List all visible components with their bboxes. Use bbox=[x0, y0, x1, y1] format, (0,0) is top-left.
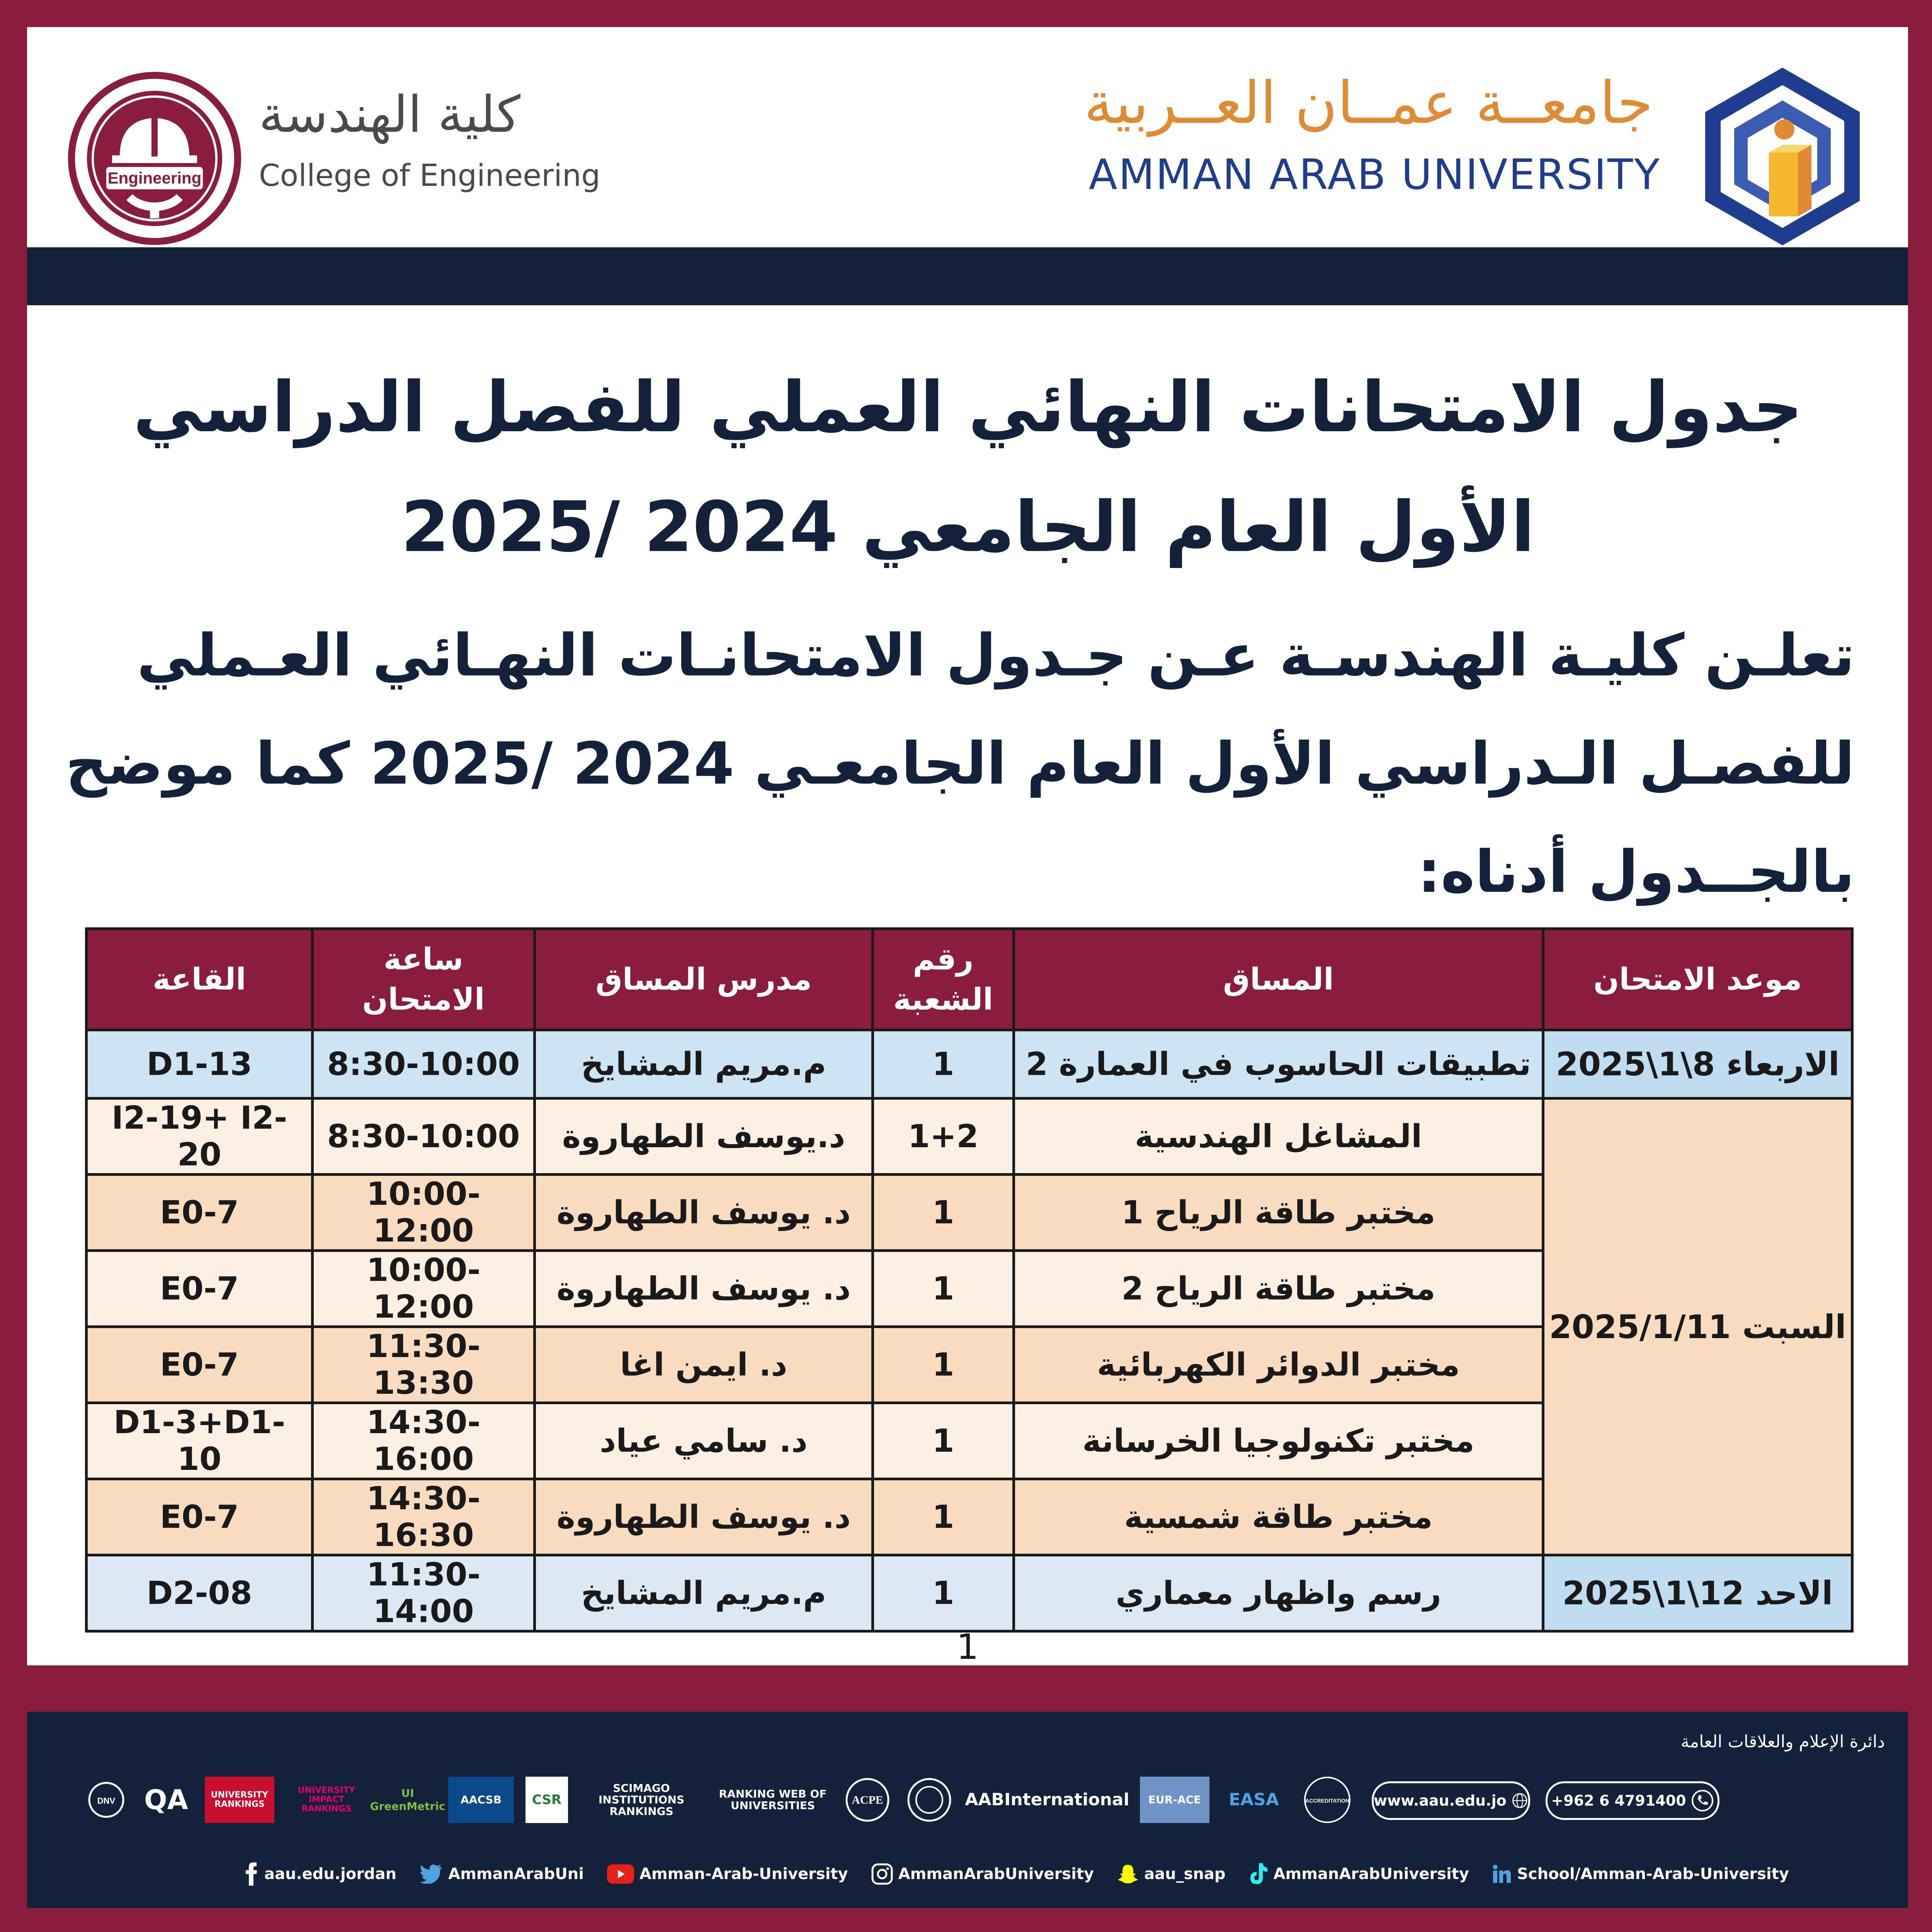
instructor-cell: م.مريم المشايخ bbox=[535, 1555, 873, 1631]
the-impact-rankings-badge: UNIVERSITY IMPACT RANKINGS bbox=[298, 1786, 355, 1814]
twitter-link[interactable] bbox=[420, 1864, 584, 1884]
section-cell: 1 bbox=[873, 1175, 1014, 1251]
acpe-badge bbox=[842, 1777, 893, 1823]
instructor-cell: د. ايمن اغا bbox=[535, 1327, 873, 1403]
tiktok-icon bbox=[1249, 1863, 1268, 1885]
course-cell: مختبر طاقة الرياح 2 bbox=[1014, 1251, 1543, 1327]
qa-badge: QA bbox=[144, 1784, 188, 1816]
page-title-line-1: جدول الامتحانات النهائي العملي للفصل الدراسي bbox=[133, 367, 1803, 448]
header-instructor: مدرس المساق bbox=[535, 929, 873, 1030]
website-link[interactable] bbox=[1372, 1781, 1530, 1820]
time-cell: 8:30-10:00 bbox=[313, 1099, 535, 1175]
university-name-arabic: جامعــة عمــان العــربية bbox=[1084, 70, 1653, 137]
section-cell: 1 bbox=[873, 1479, 1014, 1555]
time-cell: 11:30-14:00 bbox=[313, 1555, 535, 1631]
webometrics-badge: RANKING WEB OF UNIVERSITIES bbox=[719, 1787, 827, 1812]
svg-text:ACCREDITATION: ACCREDITATION bbox=[1305, 1798, 1349, 1804]
course-cell: مختبر تكنولوجيا الخرسانة bbox=[1014, 1403, 1543, 1479]
room-cell: D1-13 bbox=[87, 1030, 313, 1099]
phone-icon bbox=[1691, 1789, 1714, 1812]
instructor-cell: د.يوسف الطهاروة bbox=[535, 1099, 873, 1175]
linkedin-link[interactable] bbox=[1492, 1864, 1789, 1884]
facebook-link[interactable] bbox=[243, 1862, 396, 1886]
intro-line-2: للفصـل الـدراسي الأول العام الجامعـي 2024 /2025 كما موضح bbox=[65, 730, 1855, 798]
page-title-line-2: الأول العام الجامعي 2024 /2025 bbox=[401, 487, 1535, 568]
instructor-cell: م.مريم المشايخ bbox=[535, 1030, 873, 1099]
social-links bbox=[243, 1855, 1789, 1893]
course-cell: المشاغل الهندسية bbox=[1014, 1099, 1543, 1175]
qs-rankings-badge: UNIVERSITY RANKINGS bbox=[205, 1777, 274, 1823]
dnv-badge bbox=[85, 1777, 128, 1823]
twitter-icon bbox=[420, 1864, 443, 1884]
exam-date-cell: الاحد 12\1\2025 bbox=[1543, 1555, 1852, 1631]
intro-line-3: بالجــدول أدناه: bbox=[1417, 838, 1855, 906]
time-cell: 10:00-12:00 bbox=[313, 1251, 535, 1327]
instagram-icon bbox=[871, 1863, 893, 1885]
table-header-row bbox=[87, 929, 1852, 1030]
poster-card bbox=[27, 27, 1908, 1665]
seal-icon bbox=[906, 1777, 952, 1823]
footer bbox=[27, 1712, 1908, 1908]
instructor-cell: د. يوسف الطهاروة bbox=[535, 1251, 873, 1327]
tiktok-link[interactable] bbox=[1249, 1863, 1469, 1885]
snapchat-icon bbox=[1117, 1863, 1139, 1885]
time-cell: 14:30-16:00 bbox=[313, 1403, 535, 1479]
department-label: دائرة الإعلام والعلاقات العامة bbox=[1680, 1732, 1885, 1752]
instagram-link[interactable] bbox=[871, 1863, 1094, 1885]
header-exam-date: موعد الامتحان bbox=[1543, 929, 1852, 1030]
time-cell: 14:30-16:30 bbox=[313, 1479, 535, 1555]
svg-text:DNV: DNV bbox=[97, 1796, 116, 1806]
page-number: 1 bbox=[956, 1627, 979, 1665]
section-cell: 1 bbox=[873, 1403, 1014, 1479]
header-exam-time: ساعة الامتحان bbox=[313, 929, 535, 1030]
university-name-english: AMMAN ARAB UNIVERSITY bbox=[1088, 151, 1661, 199]
snapchat-handle: aau_snap bbox=[1144, 1865, 1226, 1883]
section-cell: 1 bbox=[873, 1030, 1014, 1099]
section-cell: 1 bbox=[873, 1251, 1014, 1327]
facebook-icon bbox=[243, 1862, 259, 1886]
exam-date-cell: السبت 2025/1/11 bbox=[1543, 1099, 1852, 1555]
time-cell: 11:30-13:30 bbox=[313, 1327, 535, 1403]
section-cell: 1 bbox=[873, 1327, 1014, 1403]
header bbox=[27, 27, 1908, 247]
phone-link[interactable] bbox=[1546, 1781, 1719, 1820]
section-cell: 1+2 bbox=[873, 1099, 1014, 1175]
university-logo bbox=[1701, 64, 1864, 245]
tiktok-handle: AmmanArabUniversity bbox=[1273, 1865, 1469, 1883]
ui-greenmetric-badge: UI GreenMetric bbox=[370, 1787, 446, 1813]
room-cell: E0-7 bbox=[87, 1251, 313, 1327]
linkedin-icon bbox=[1492, 1864, 1512, 1884]
instructor-cell: د. سامي عياد bbox=[535, 1403, 873, 1479]
csr-badge: CSR bbox=[526, 1777, 568, 1823]
course-cell: مختبر الدوائر الكهربائية bbox=[1014, 1327, 1543, 1403]
course-cell: رسم واظهار معماري bbox=[1014, 1555, 1543, 1631]
intro-line-1: تعلـن كليـة الهندسـة عـن جـدول الامتحانـات النهـائي العـملي bbox=[137, 622, 1855, 689]
section-cell: 1 bbox=[873, 1555, 1014, 1631]
youtube-handle: Amman-Arab-University bbox=[639, 1865, 848, 1883]
phone-text: +962 6 4791400 bbox=[1551, 1792, 1686, 1809]
exam-date-cell: الاربعاء 8\1\2025 bbox=[1543, 1030, 1852, 1099]
globe-icon bbox=[1511, 1789, 1528, 1812]
accreditation-badges bbox=[85, 1777, 1870, 1827]
easa-badge: EASA bbox=[1229, 1790, 1279, 1810]
svg-text:ACPE: ACPE bbox=[852, 1794, 883, 1806]
table-row bbox=[87, 1030, 1852, 1099]
table-row bbox=[87, 1099, 1852, 1175]
facebook-handle: aau.edu.jordan bbox=[264, 1865, 397, 1883]
dnv-icon bbox=[87, 1781, 126, 1819]
aab-international-badge: AABInternational bbox=[965, 1790, 1129, 1810]
room-cell: E0-7 bbox=[87, 1479, 313, 1555]
instagram-handle: AmmanArabUniversity bbox=[898, 1865, 1094, 1883]
header-room: القاعة bbox=[87, 929, 313, 1030]
header-course: المساق bbox=[1014, 929, 1543, 1030]
eur-ace-badge: EUR-ACE bbox=[1140, 1777, 1209, 1823]
scimago-badge: SCIMAGO INSTITUTIONS RANKINGS bbox=[598, 1782, 685, 1818]
islamic-seal-badge bbox=[904, 1777, 954, 1823]
youtube-icon bbox=[607, 1864, 634, 1884]
time-cell: 10:00-12:00 bbox=[313, 1175, 535, 1251]
college-logo-text: Engineering bbox=[107, 169, 202, 187]
college-name-english: College of Engineering bbox=[259, 158, 600, 193]
room-cell: D1-3+D1-10 bbox=[87, 1403, 313, 1479]
course-cell: تطبيقات الحاسوب في العمارة 2 bbox=[1014, 1030, 1543, 1099]
table-row bbox=[87, 1555, 1852, 1631]
room-cell: I2-19+ I2-20 bbox=[87, 1099, 313, 1175]
header-section: رقم الشعبة bbox=[873, 929, 1014, 1030]
snapchat-link[interactable] bbox=[1117, 1863, 1225, 1885]
room-cell: E0-7 bbox=[87, 1327, 313, 1403]
accreditation-in-progress-badge bbox=[1298, 1777, 1356, 1823]
course-cell: مختبر طاقة الرياح 1 bbox=[1014, 1175, 1543, 1251]
college-engineering-logo bbox=[66, 70, 243, 247]
instructor-cell: د. يوسف الطهاروة bbox=[535, 1479, 873, 1555]
header-divider-band bbox=[27, 247, 1908, 305]
room-cell: D2-08 bbox=[87, 1555, 313, 1631]
youtube-link[interactable] bbox=[607, 1864, 848, 1884]
accreditation-icon bbox=[1302, 1775, 1352, 1825]
acpe-icon bbox=[844, 1777, 891, 1823]
twitter-handle: AmmanArabUni bbox=[448, 1865, 584, 1883]
website-text: www.aau.edu.jo bbox=[1374, 1792, 1507, 1809]
exam-schedule-table bbox=[85, 927, 1854, 1633]
course-cell: مختبر طاقة شمسية bbox=[1014, 1479, 1543, 1555]
room-cell: E0-7 bbox=[87, 1175, 313, 1251]
aacsb-badge: AACSB bbox=[448, 1777, 514, 1823]
linkedin-handle: School/Amman-Arab-University bbox=[1517, 1865, 1789, 1883]
college-name-arabic: كلية الهندسة bbox=[259, 85, 520, 144]
instructor-cell: د. يوسف الطهاروة bbox=[535, 1175, 873, 1251]
time-cell: 8:30-10:00 bbox=[313, 1030, 535, 1099]
